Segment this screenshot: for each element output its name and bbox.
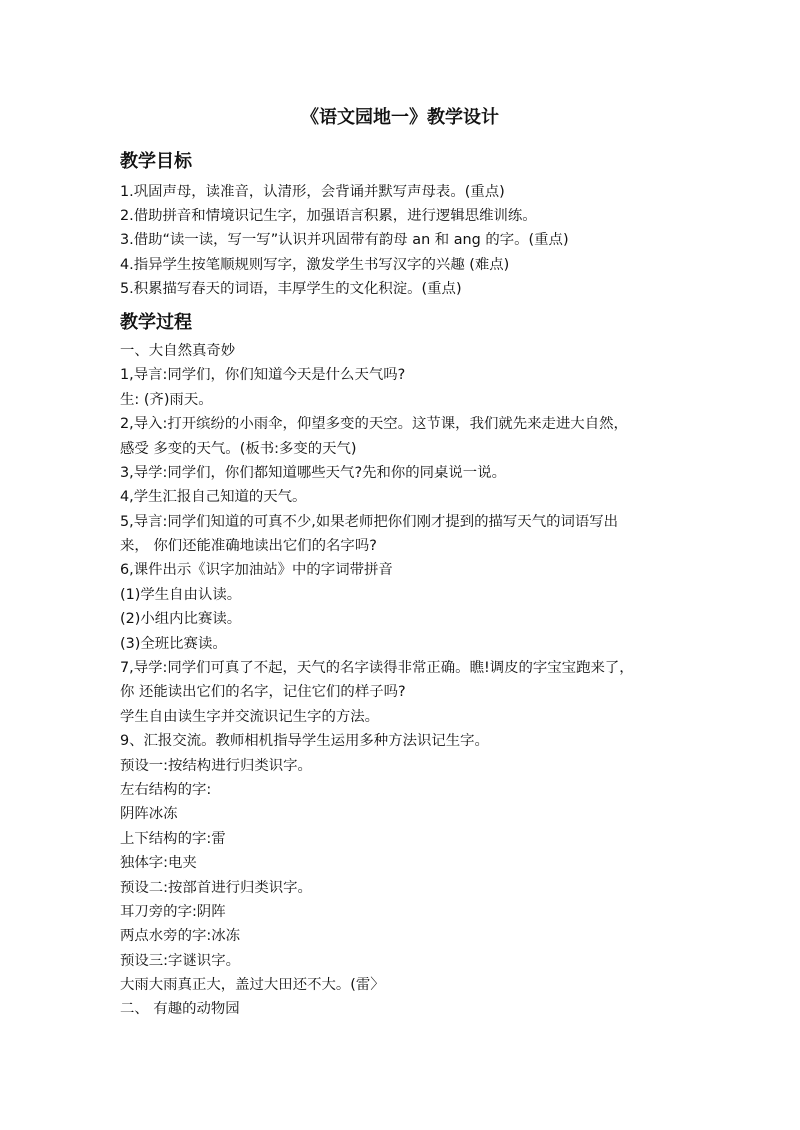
process-line: 大雨大雨真正大，盖过大田还不大。(雷〉 — [120, 977, 385, 994]
process-line: (3)全班比赛读。 — [120, 635, 227, 652]
process-line: 生: (齐)雨天。 — [120, 391, 213, 408]
process-line: 9、汇报交流。教师相机指导学生运用多种方法识记生字。 — [120, 733, 489, 750]
process-line: 4,学生汇报自己知道的天气。 — [120, 489, 307, 506]
process-line: 预设二:按部首进行归类识字。 — [120, 879, 312, 896]
process-line: 感受 多变的天气。(板书:多变的天气) — [120, 440, 357, 457]
goal-item: 2.借助拼音和情境识记生字，加强语言积累，进行逻辑思维训练。 — [120, 208, 537, 225]
process-line: 1,导言:同学们，你们知道今天是什么天气吗? — [120, 367, 406, 384]
process-line: (2)小组内比赛读。 — [120, 611, 242, 628]
process-line: 5,导言:同学们知道的可真不少,如果老师把你们刚才提到的描写天气的词语写出 — [120, 513, 619, 530]
goal-item: 1.巩固声母，读准音，认清形，会背诵并默写声母表。(重点) — [120, 184, 505, 200]
process-line: 二、 有趣的动物园 — [120, 1001, 240, 1018]
goal-item: 4.指异学生按笔顺规则写字，激发学生书写汉字的兴趣 (难点) — [120, 256, 510, 273]
goals-heading: 教学目标 — [120, 151, 192, 172]
process-line: 7,导学:同学们可真了不起，天气的名字读得非常正确。瞧!调皮的字宝宝跑来了， — [120, 660, 634, 677]
document-body — [120, 146, 700, 1022]
process-line: 来， 你们还能准确地读出它们的名字吗? — [120, 538, 377, 555]
process-line: 预设三:字谜识字。 — [120, 952, 240, 969]
process-list — [120, 339, 700, 1022]
process-line: 上下结构的字:雷 — [120, 830, 226, 847]
goal-item: 5.积累描写春天的词语，丰厚学生的文化积淀。(重点) — [120, 280, 462, 297]
process-line: 3,导学:同学们，你们都知道哪些天气?先和你的同桌说一说。 — [120, 464, 506, 481]
process-line: 左右结构的字: — [120, 781, 212, 798]
process-line: (1)学生自由认读。 — [120, 586, 242, 603]
process-line: 6,课件出示《识字加油站》中的字词带拼音 — [120, 562, 393, 579]
process-line: 你 还能读出它们的名字，记住它们的样子吗? — [120, 684, 406, 701]
process-line: 阴阵冰冻 — [120, 806, 178, 823]
process-line: 耳刀旁的字:阴阵 — [120, 903, 226, 920]
process-line: 2,导入:打开缤纷的小雨伞，仰望多变的天空。这节课，我们就先来走进大自然， — [120, 416, 628, 433]
process-line: 独体字:电夹 — [120, 855, 197, 872]
process-line: 学生自由读生字并交流识记生字的方法。 — [120, 708, 380, 725]
document-title: 《语文园地一》教学设计 — [301, 107, 499, 128]
process-line: 预设一:按结构进行归类识字。 — [120, 757, 312, 774]
goals-list — [120, 180, 700, 301]
goal-item: 3.借助“读一读，写一写”认识并巩固带有韵母 an 和 ang 的字。(重点) — [120, 232, 569, 249]
process-heading: 教学过程 — [120, 311, 192, 333]
process-line: 两点水旁的字:冰冻 — [120, 928, 240, 945]
process-line: 一、大自然真奇妙 — [120, 342, 236, 359]
